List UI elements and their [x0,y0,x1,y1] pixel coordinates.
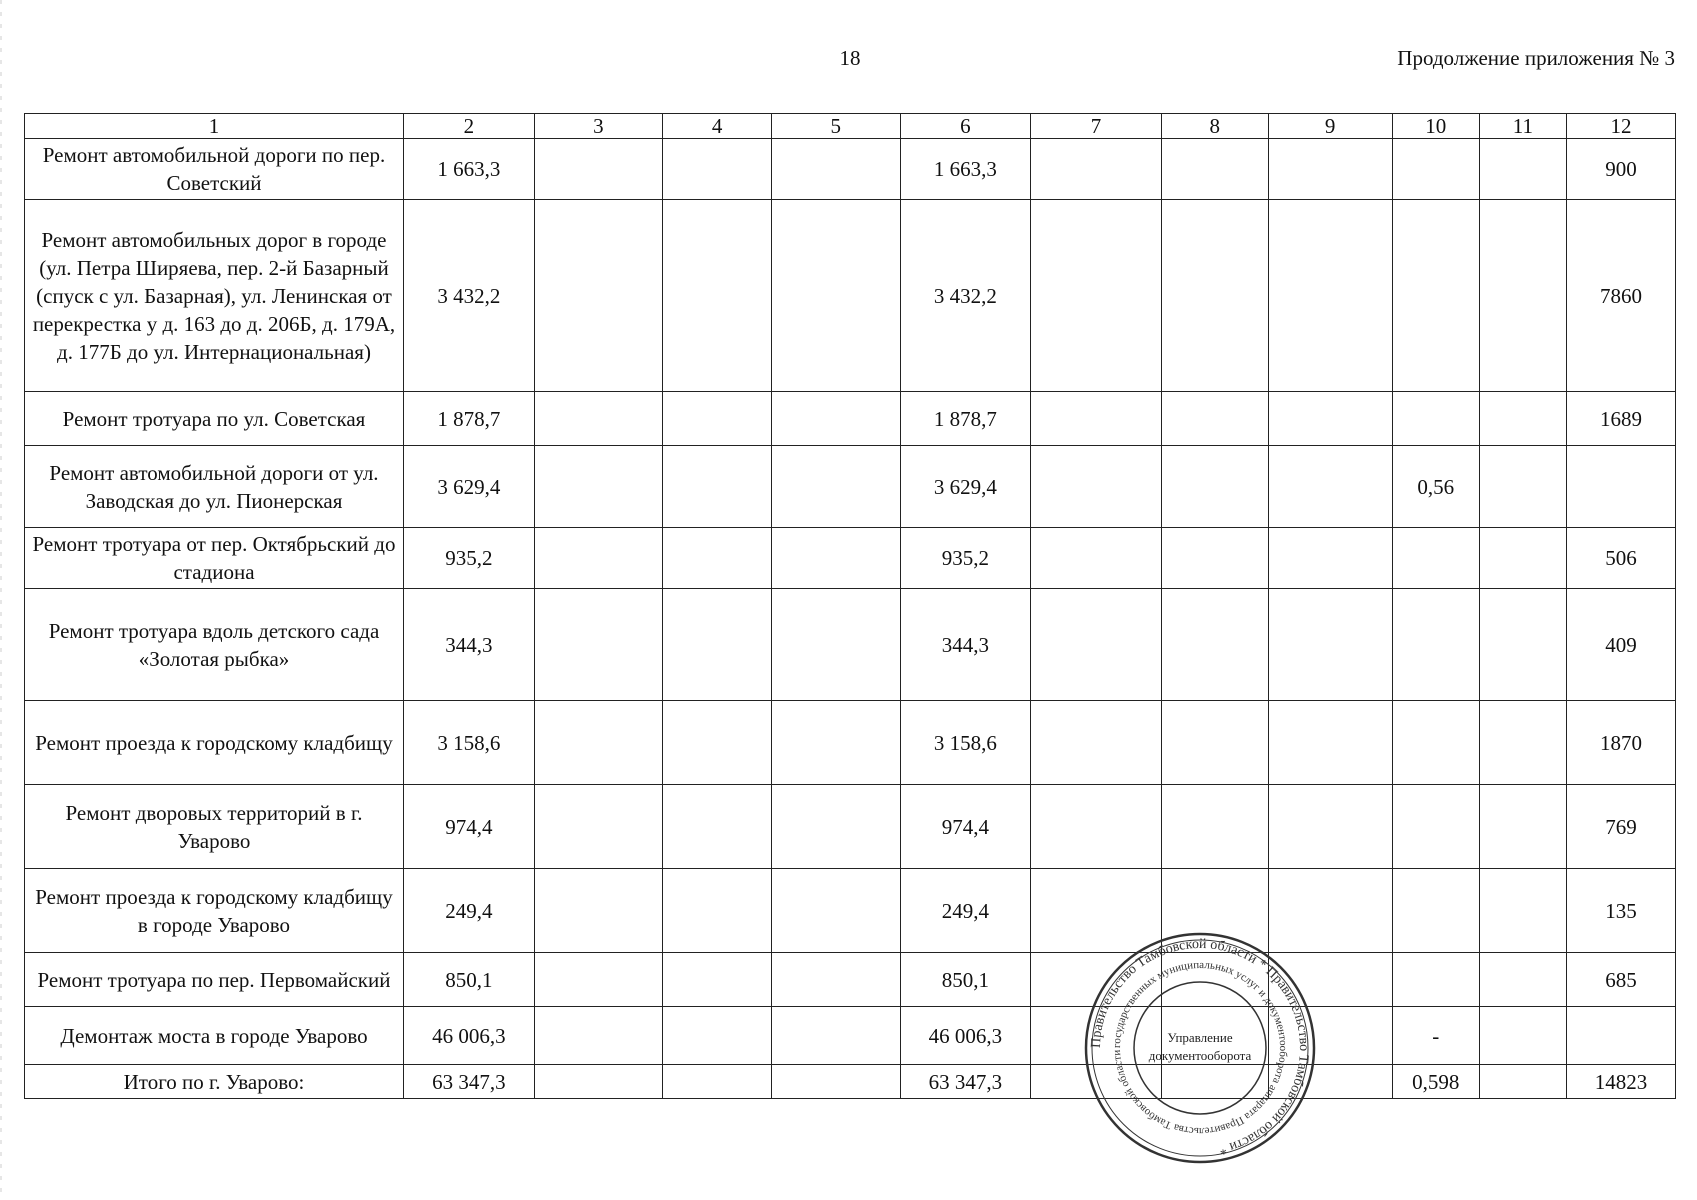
stamp-center-2: документооборота [1148,1048,1252,1063]
total-row [25,1065,1676,1099]
value-cell-col12 [1566,446,1675,528]
empty-cell-col7 [1031,1007,1162,1065]
value-cell-col6: 249,4 [900,869,1031,953]
value-cell-col10 [1392,392,1479,446]
page-number: 18 [839,46,861,70]
col-header-3: 3 [534,114,663,139]
empty-cell-col7 [1031,392,1162,446]
empty-cell-col11 [1479,392,1566,446]
empty-cell-col11 [1479,869,1566,953]
value-cell-col12: 135 [1566,869,1675,953]
table-row [25,953,1676,1007]
table-body [25,139,1676,1065]
header-row [25,114,1676,139]
value-cell-col12: 409 [1566,589,1675,701]
empty-cell-col8 [1161,392,1268,446]
work-name-cell: Ремонт тротуара по ул. Советская [25,392,404,446]
empty-cell-col3 [534,589,663,701]
empty-cell-col3 [534,869,663,953]
empty-cell-col11 [1479,589,1566,701]
value-cell-col12: 1689 [1566,392,1675,446]
work-name-cell: Ремонт дворовых территорий в г. Уварово [25,785,404,869]
total-col12: 14823 [1566,1065,1675,1099]
empty-cell-col3 [534,785,663,869]
empty-cell-col11 [1479,139,1566,200]
col-header-11: 11 [1479,114,1566,139]
empty-cell-col8 [1161,446,1268,528]
total-col7 [1031,1065,1162,1099]
col-header-8: 8 [1161,114,1268,139]
value-cell-col6: 344,3 [900,589,1031,701]
empty-cell-col3 [534,446,663,528]
col-header-4: 4 [663,114,772,139]
empty-cell-col9 [1268,869,1392,953]
total-col9 [1268,1065,1392,1099]
col-header-5: 5 [772,114,901,139]
empty-cell-col9 [1268,953,1392,1007]
empty-cell-col8 [1161,139,1268,200]
empty-cell-col11 [1479,785,1566,869]
value-cell-col6: 1 878,7 [900,392,1031,446]
value-cell-col10 [1392,869,1479,953]
empty-cell-col3 [534,139,663,200]
total-col6: 63 347,3 [900,1065,1031,1099]
value-cell-col10 [1392,953,1479,1007]
empty-cell-col4 [663,139,772,200]
empty-cell-col7 [1031,869,1162,953]
value-cell-col12: 1870 [1566,701,1675,785]
value-cell-col10 [1392,200,1479,392]
work-name-cell: Ремонт тротуара вдоль детского сада «Золотая рыбка» [25,589,404,701]
col-header-1: 1 [25,114,404,139]
empty-cell-col5 [772,446,901,528]
empty-cell-col11 [1479,953,1566,1007]
appendix-table [24,113,1676,1099]
value-cell-col12 [1566,1007,1675,1065]
empty-cell-col11 [1479,528,1566,589]
empty-cell-col4 [663,1007,772,1065]
stamp-inner-text: государственных муниципальных услуг и документооборота аппарата Правительства Тамбовской области [1110,958,1290,1138]
work-name-cell: Ремонт автомобильной дороги от ул. Заводская до ул. Пионерская [25,446,404,528]
empty-cell-col9 [1268,528,1392,589]
empty-cell-col5 [772,200,901,392]
total-col5 [772,1065,901,1099]
stamp-center-1: Управление [1167,1030,1233,1045]
table-row [25,869,1676,953]
empty-cell-col9 [1268,392,1392,446]
empty-cell-col4 [663,392,772,446]
table-row [25,701,1676,785]
value-cell-col10 [1392,589,1479,701]
empty-cell-col5 [772,953,901,1007]
value-cell-col2: 1 878,7 [403,392,534,446]
total-col4 [663,1065,772,1099]
empty-cell-col9 [1268,139,1392,200]
value-cell-col2: 3 432,2 [403,200,534,392]
table-row [25,446,1676,528]
value-cell-col6: 3 432,2 [900,200,1031,392]
work-name-cell: Ремонт проезда к городскому кладбищу в городе Уварово [25,869,404,953]
value-cell-col6: 46 006,3 [900,1007,1031,1065]
value-cell-col6: 3 629,4 [900,446,1031,528]
empty-cell-col5 [772,589,901,701]
empty-cell-col9 [1268,589,1392,701]
value-cell-col2: 850,1 [403,953,534,1007]
value-cell-col2: 974,4 [403,785,534,869]
empty-cell-col8 [1161,1007,1268,1065]
col-header-12: 12 [1566,114,1675,139]
value-cell-col2: 3 629,4 [403,446,534,528]
empty-cell-col4 [663,869,772,953]
empty-cell-col7 [1031,785,1162,869]
total-label: Итого по г. Уварово: [25,1065,404,1099]
scan-edge [0,0,2,1200]
empty-cell-col8 [1161,589,1268,701]
value-cell-col2: 3 158,6 [403,701,534,785]
stamp-outer-text: Правительство Тамбовской области * Правительство Тамбовской области * [1088,936,1312,1158]
empty-cell-col5 [772,139,901,200]
col-header-10: 10 [1392,114,1479,139]
empty-cell-col4 [663,953,772,1007]
col-header-7: 7 [1031,114,1162,139]
value-cell-col12: 769 [1566,785,1675,869]
value-cell-col2: 1 663,3 [403,139,534,200]
empty-cell-col4 [663,446,772,528]
empty-cell-col4 [663,200,772,392]
table-row [25,392,1676,446]
work-name-cell: Ремонт тротуара по пер. Первомайский [25,953,404,1007]
empty-cell-col5 [772,701,901,785]
empty-cell-col9 [1268,785,1392,869]
empty-cell-col5 [772,528,901,589]
total-col8 [1161,1065,1268,1099]
empty-cell-col7 [1031,953,1162,1007]
total-col2: 63 347,3 [403,1065,534,1099]
empty-cell-col7 [1031,528,1162,589]
value-cell-col6: 1 663,3 [900,139,1031,200]
empty-cell-col3 [534,1007,663,1065]
value-cell-col10: - [1392,1007,1479,1065]
value-cell-col6: 3 158,6 [900,701,1031,785]
empty-cell-col3 [534,528,663,589]
empty-cell-col5 [772,785,901,869]
empty-cell-col3 [534,392,663,446]
empty-cell-col4 [663,589,772,701]
empty-cell-col11 [1479,1007,1566,1065]
empty-cell-col3 [534,200,663,392]
value-cell-col12: 900 [1566,139,1675,200]
value-cell-col10 [1392,139,1479,200]
col-header-6: 6 [900,114,1031,139]
value-cell-col2: 344,3 [403,589,534,701]
value-cell-col10: 0,56 [1392,446,1479,528]
empty-cell-col9 [1268,446,1392,528]
value-cell-col12: 506 [1566,528,1675,589]
empty-cell-col8 [1161,528,1268,589]
empty-cell-col5 [772,869,901,953]
col-header-2: 2 [403,114,534,139]
work-name-cell: Ремонт автомобильной дороги по пер. Советский [25,139,404,200]
table-row [25,785,1676,869]
total-col10: 0,598 [1392,1065,1479,1099]
empty-cell-col3 [534,953,663,1007]
empty-cell-col7 [1031,701,1162,785]
table-row [25,200,1676,392]
empty-cell-col8 [1161,953,1268,1007]
table-row [25,1007,1676,1065]
empty-cell-col4 [663,528,772,589]
value-cell-col10 [1392,528,1479,589]
empty-cell-col5 [772,1007,901,1065]
work-name-cell: Ремонт автомобильных дорог в городе (ул. Петра Ширяева, пер. 2-й Базарный (спуск с ул. Базарная), ул. Ленинская от перекрестка у д. 163 до д. 206Б, д. 179А, д. 177Б до ул. Интернациональная) [25,200,404,392]
value-cell-col2: 935,2 [403,528,534,589]
empty-cell-col7 [1031,446,1162,528]
value-cell-col12: 7860 [1566,200,1675,392]
empty-cell-col3 [534,701,663,785]
continuation-label: Продолжение приложения № 3 [1397,46,1675,70]
work-name-cell: Ремонт тротуара от пер. Октябрьский до стадиона [25,528,404,589]
work-name-cell: Ремонт проезда к городскому кладбищу [25,701,404,785]
empty-cell-col7 [1031,139,1162,200]
table-row [25,139,1676,200]
value-cell-col2: 249,4 [403,869,534,953]
empty-cell-col11 [1479,200,1566,392]
col-header-9: 9 [1268,114,1392,139]
empty-cell-col8 [1161,785,1268,869]
value-cell-col10 [1392,701,1479,785]
total-col3 [534,1065,663,1099]
value-cell-col12: 685 [1566,953,1675,1007]
empty-cell-col11 [1479,446,1566,528]
empty-cell-col9 [1268,701,1392,785]
value-cell-col6: 974,4 [900,785,1031,869]
empty-cell-col9 [1268,200,1392,392]
table-row [25,528,1676,589]
empty-cell-col5 [772,392,901,446]
empty-cell-col8 [1161,200,1268,392]
total-col11 [1479,1065,1566,1099]
empty-cell-col4 [663,701,772,785]
empty-cell-col8 [1161,701,1268,785]
empty-cell-col8 [1161,869,1268,953]
work-name-cell: Демонтаж моста в городе Уварово [25,1007,404,1065]
empty-cell-col7 [1031,589,1162,701]
value-cell-col10 [1392,785,1479,869]
empty-cell-col4 [663,785,772,869]
value-cell-col2: 46 006,3 [403,1007,534,1065]
value-cell-col6: 850,1 [900,953,1031,1007]
table-row [25,589,1676,701]
value-cell-col6: 935,2 [900,528,1031,589]
empty-cell-col9 [1268,1007,1392,1065]
empty-cell-col11 [1479,701,1566,785]
empty-cell-col7 [1031,200,1162,392]
